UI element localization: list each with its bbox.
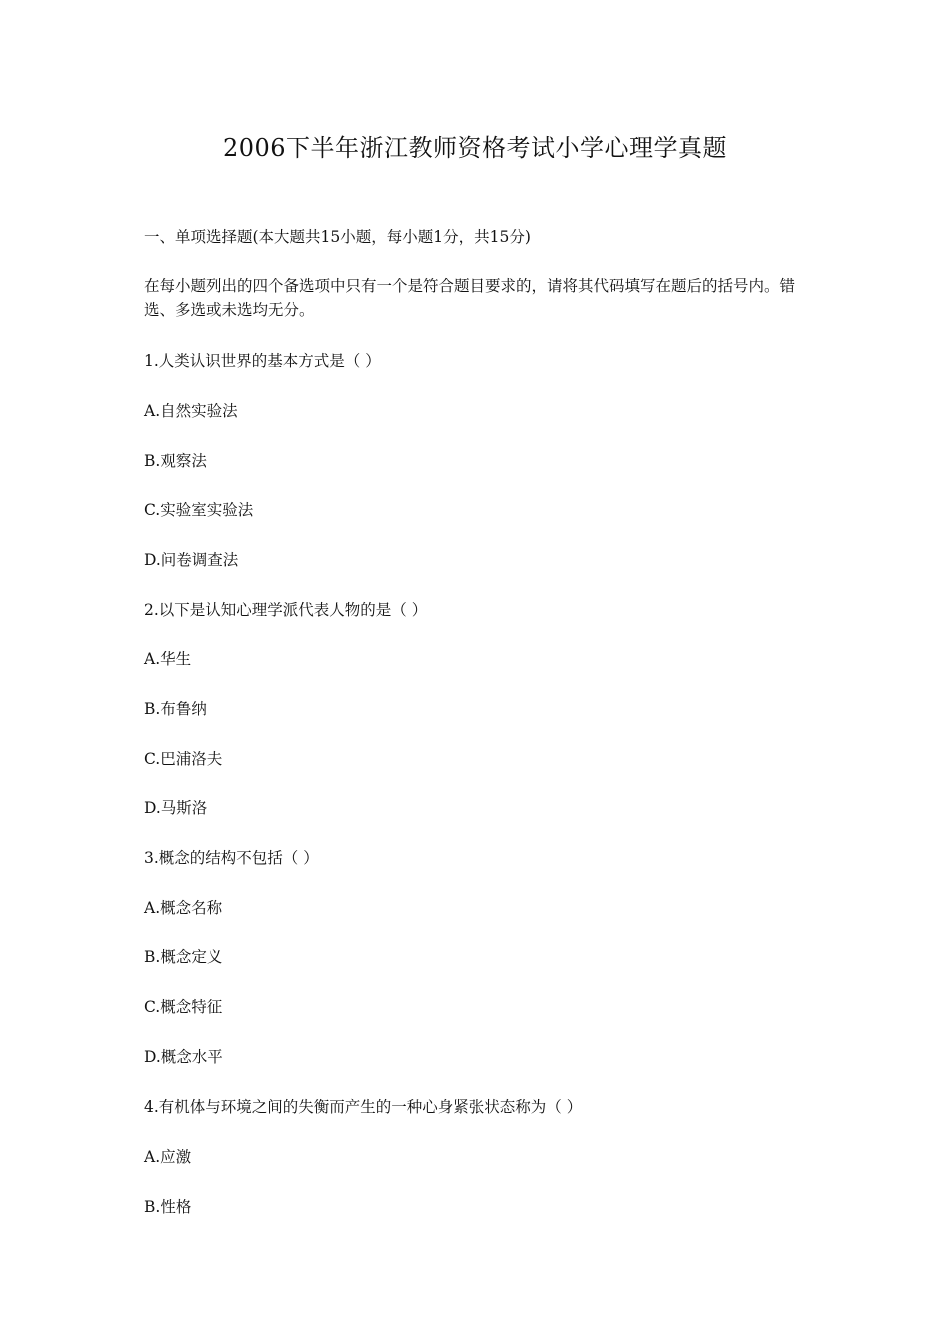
question-1-option-d: D.问卷调查法 xyxy=(144,551,239,569)
question-4-option-b: B.性格 xyxy=(144,1198,192,1216)
question-3-option-c: C.概念特征 xyxy=(144,998,223,1016)
section-heading: 一、单项选择题(本大题共15小题，每小题1分，共15分) xyxy=(144,228,531,246)
question-2-option-c: C.巴浦洛夫 xyxy=(144,750,223,768)
question-stem-2: 2.以下是认知心理学派代表人物的是（ ） xyxy=(144,601,428,619)
question-3-option-d: D.概念水平 xyxy=(144,1048,223,1066)
question-3-option-a: A.概念名称 xyxy=(144,899,223,917)
question-stem-3: 3.概念的结构不包括（ ） xyxy=(144,849,319,867)
question-2-option-a: A.华生 xyxy=(144,650,192,668)
question-1-option-b: B.观察法 xyxy=(144,452,207,470)
question-2-option-b: B.布鲁纳 xyxy=(144,700,207,718)
document-title: 2006下半年浙江教师资格考试小学心理学真题 xyxy=(222,134,728,162)
question-4-option-a: A.应激 xyxy=(144,1148,192,1166)
question-stem-1: 1.人类认识世界的基本方式是（ ） xyxy=(144,352,381,370)
question-3-option-b: B.概念定义 xyxy=(144,948,223,966)
question-stem-4: 4.有机体与环境之间的失衡而产生的一种心身紧张状态称为（ ） xyxy=(144,1098,583,1116)
question-2-option-d: D.马斯洛 xyxy=(144,799,208,817)
instructions-paragraph: 在每小题列出的四个备选项中只有一个是符合题目要求的，请将其代码填写在题后的括号内。错选、多选或未选均无分。 xyxy=(144,277,796,319)
question-1-option-c: C.实验室实验法 xyxy=(144,501,254,519)
question-1-option-a: A.自然实验法 xyxy=(144,402,238,420)
